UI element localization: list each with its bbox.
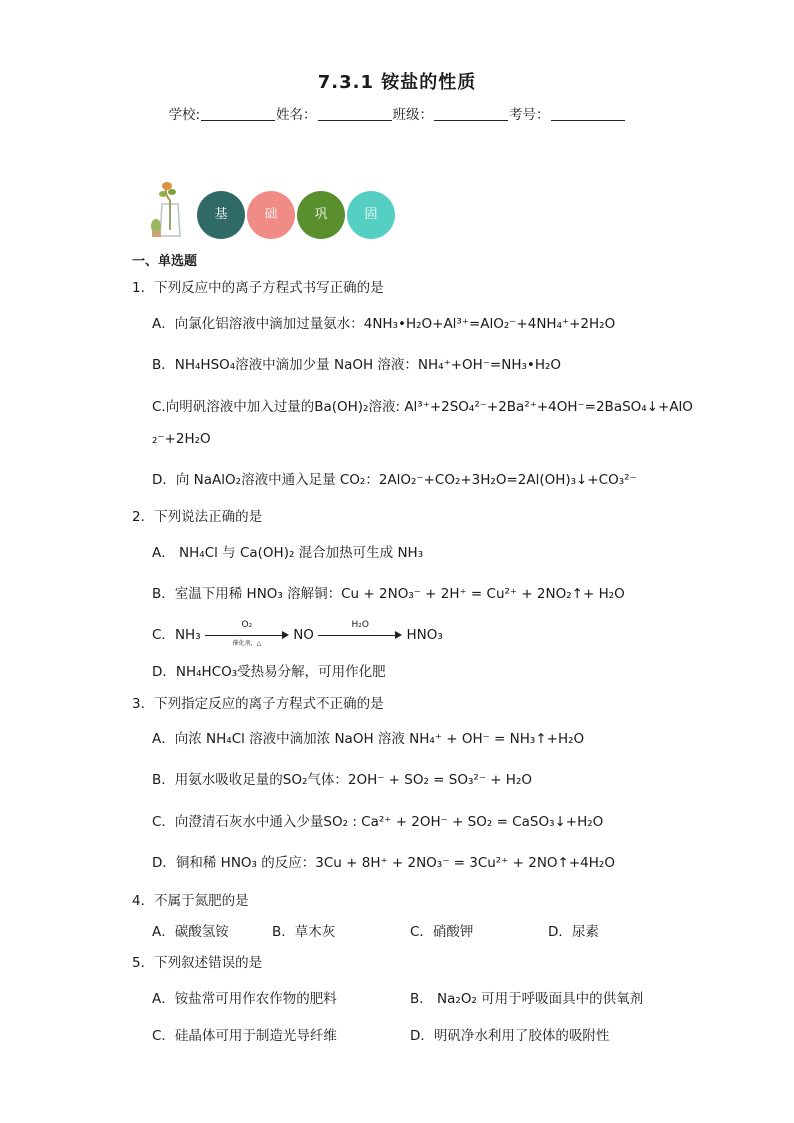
q3-option-c[interactable]: C．向澄清石灰水中通入少量SO₂ : Ca²⁺ + 2OH⁻ + SO₂ = CaSO₃↓+H₂O [152, 814, 604, 830]
q4-option-b[interactable]: B．草木灰 [272, 924, 336, 940]
reaction-arrow-1 [205, 620, 289, 647]
q2c-species-3: HNO₃ [406, 627, 443, 643]
arrow-1-reagent: O₂ [241, 620, 253, 630]
q1-stem: 1．下列反应中的离子方程式书写正确的是 [132, 280, 384, 296]
q1-option-c[interactable]: C.向明矾溶液中加入过量的Ba(OH)₂溶液: Al³⁺+2SO₄²⁻+2Ba²⁺+4OH⁻=2BaSO₄↓+AlO [152, 399, 693, 415]
q5-stem: 5．下列叙述错误的是 [132, 955, 263, 971]
q5-option-d[interactable]: D．明矾净水利用了胶体的吸附性 [410, 1028, 610, 1044]
q3-stem: 3．下列指定反应的离子方程式不正确的是 [132, 696, 384, 712]
q2-option-a[interactable]: A． NH₄Cl 与 Ca(OH)₂ 混合加热可生成 NH₃ [152, 545, 424, 561]
exam-number-label: 考号： [509, 107, 550, 123]
q2c-label: C． [152, 627, 175, 643]
q4-stem: 4．不属于氮肥的是 [132, 893, 249, 909]
q1-option-d[interactable]: D．向 NaAlO₂溶液中通入足量 CO₂：2AlO₂⁻+CO₂+3H₂O=2Al(OH)₃↓+CO₃²⁻ [152, 472, 637, 488]
q4-option-c[interactable]: C．硝酸钾 [410, 924, 474, 940]
section-heading: 一、单选题 [132, 254, 198, 269]
name-blank[interactable] [318, 108, 392, 121]
banner-circle-3: 巩 [297, 191, 345, 239]
q3-option-d[interactable]: D．铜和稀 HNO₃ 的反应：3Cu + 8H⁺ + 2NO₃⁻ = 3Cu²⁺ + 2NO↑+4H₂O [152, 855, 615, 871]
q2-option-c[interactable] [152, 620, 443, 647]
school-label: 学校: [168, 107, 201, 123]
banner-circle-2: 础 [247, 191, 295, 239]
q4-option-a[interactable]: A．碳酸氢铵 [152, 924, 229, 940]
banner-circle-4: 固 [347, 191, 395, 239]
arrow-2-reagent: H₂O [351, 620, 369, 630]
class-label: 班级： [392, 107, 434, 123]
q2-stem: 2．下列说法正确的是 [132, 509, 263, 525]
q5-option-b[interactable]: B． Na₂O₂ 可用于呼吸面具中的供氧剂 [410, 991, 644, 1007]
student-info-line [0, 103, 794, 123]
q1-option-c-continued: ₂⁻+2H₂O [152, 431, 211, 447]
plant-vase-icon [148, 180, 190, 240]
q2-option-d[interactable]: D．NH₄HCO₃受热易分解，可用作化肥 [152, 664, 386, 680]
banner-circle-1: 基 [197, 191, 245, 239]
q1-option-a[interactable]: A．向氯化铝溶液中滴加过量氨水：4NH₃•H₂O+Al³⁺=AlO₂⁻+4NH₄⁺+2H₂O [152, 316, 616, 332]
q2c-species-2: NO [293, 627, 314, 643]
arrow-1-condition: 催化剂，△ [232, 640, 262, 647]
school-blank[interactable] [201, 108, 275, 121]
q5-option-a[interactable]: A．铵盐常可用作农作物的肥料 [152, 991, 337, 1007]
q4-option-d[interactable]: D．尿素 [548, 924, 599, 940]
page-title: 7.3.1 铵盐的性质 [317, 72, 477, 93]
reaction-arrow-2 [318, 620, 402, 642]
q1-option-b[interactable]: B．NH₄HSO₄溶液中滴加少量 NaOH 溶液：NH₄⁺+OH⁻=NH₃•H₂O [152, 357, 562, 373]
q2c-species-1: NH₃ [174, 627, 201, 643]
q2-option-b[interactable]: B．室温下用稀 HNO₃ 溶解铜：Cu + 2NO₃⁻ + 2H⁺ = Cu²⁺ + 2NO₂↑+ H₂O [152, 586, 625, 602]
q5-option-c[interactable]: C．硅晶体可用于制造光导纤维 [152, 1028, 337, 1044]
name-label: 姓名： [276, 107, 317, 123]
q3-option-b[interactable]: B．用氨水吸收足量的SO₂气体：2OH⁻ + SO₂ = SO₃²⁻ + H₂O [152, 772, 532, 788]
q3-option-a[interactable]: A．向浓 NH₄Cl 溶液中滴加浓 NaOH 溶液 NH₄⁺ + OH⁻ = NH₃↑+H₂O [152, 731, 585, 747]
exam-number-blank[interactable] [551, 108, 625, 121]
class-blank[interactable] [434, 108, 508, 121]
